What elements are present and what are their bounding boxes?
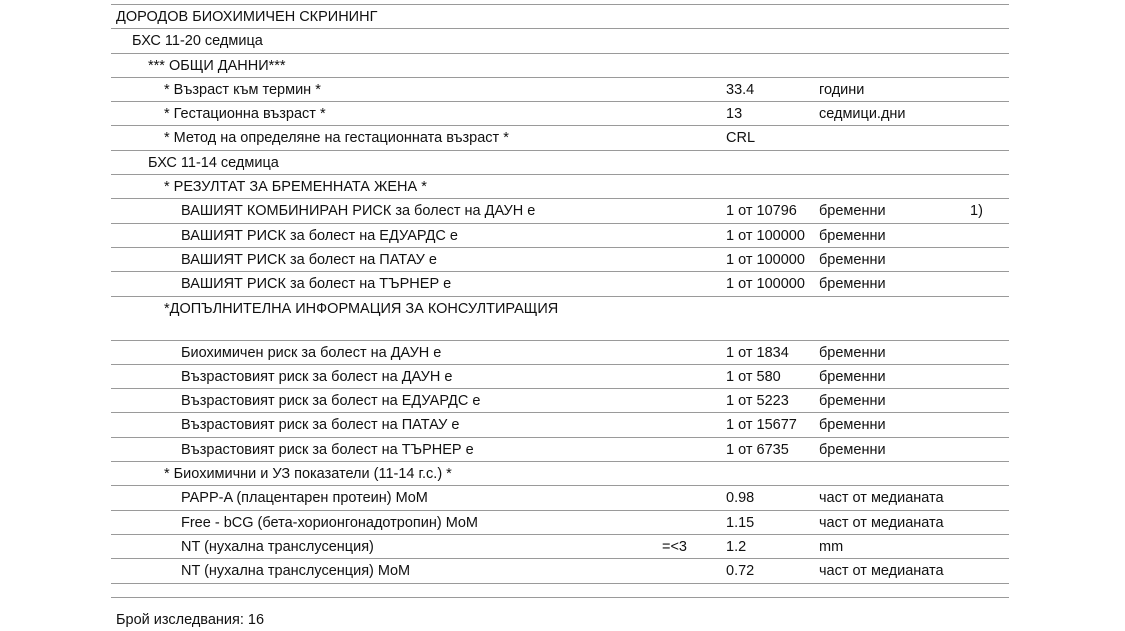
risk-row	[111, 199, 1009, 223]
report-title-row	[111, 5, 1009, 29]
row-value: 1.15	[726, 514, 755, 531]
marker-row	[111, 535, 1009, 559]
row-value: 1 от 100000	[726, 227, 805, 244]
row-unit: бременни	[819, 368, 886, 385]
reference-range: =<3	[662, 538, 687, 555]
marker-row	[111, 486, 1009, 510]
row-value: 33.4	[726, 81, 755, 98]
data-row	[111, 78, 1009, 102]
row-label: NT (нухална транслусенция) MoM	[181, 563, 411, 580]
section-title: * РЕЗУЛТАТ ЗА БРЕМЕННАТА ЖЕНА *	[164, 179, 427, 196]
row-unit: бременни	[819, 276, 886, 293]
row-value: 1 от 100000	[726, 276, 805, 293]
screening-report	[111, 0, 1009, 598]
risk-row	[111, 365, 1009, 389]
row-label: Възрастовият риск за болест на ТЪРНЕР е	[181, 441, 474, 458]
row-label: Възрастовият риск за болест на ЕДУАРДС е	[181, 393, 481, 410]
exam-count: Брой изследвания: 16	[116, 612, 265, 628]
row-label: ВАШИЯТ РИСК за болест на ТЪРНЕР е	[181, 276, 452, 293]
row-unit: бременни	[819, 441, 886, 458]
section-row	[111, 54, 1009, 78]
section-row	[111, 151, 1009, 175]
row-value: 1.2	[726, 538, 747, 555]
spacer-row	[111, 584, 1009, 598]
row-value: 1 от 10796	[726, 203, 797, 220]
row-label: Free - bCG (бета-хорионгонадотропин) MoM	[181, 514, 478, 531]
risk-row	[111, 272, 1009, 296]
section-title: БХС 11-14 седмица	[148, 154, 279, 171]
row-unit: част от медианата	[819, 490, 944, 507]
footnote-marker: 1)	[970, 203, 983, 220]
risk-row	[111, 413, 1009, 437]
marker-row	[111, 511, 1009, 535]
row-value: 0.98	[726, 490, 755, 507]
risk-row	[111, 341, 1009, 365]
row-value: 1 от 15677	[726, 417, 797, 434]
row-unit: бременни	[819, 344, 886, 361]
row-unit: бременни	[819, 393, 886, 410]
row-value: CRL	[726, 130, 756, 147]
risk-row	[111, 224, 1009, 248]
risk-row	[111, 389, 1009, 413]
data-row	[111, 102, 1009, 126]
report-title: ДОРОДОВ БИОХИМИЧЕН СКРИНИНГ	[116, 9, 378, 25]
section-title: *ДОПЪЛНИТЕЛНА ИНФОРМАЦИЯ ЗА КОНСУЛТИРАЩИЯ	[164, 300, 559, 317]
row-label: ВАШИЯТ РИСК за болест на ПАТАУ е	[181, 251, 437, 268]
row-unit: част от медианата	[819, 514, 944, 531]
section-row	[111, 297, 1009, 341]
data-row	[111, 126, 1009, 150]
row-label: PAPP-A (плацентарен протеин) MoM	[181, 490, 428, 507]
row-value: 1 от 5223	[726, 393, 789, 410]
row-label: Биохимичен риск за болест на ДАУН е	[181, 344, 442, 361]
row-value: 13	[726, 106, 743, 123]
row-label: ВАШИЯТ КОМБИНИРАН РИСК за болест на ДАУН е	[181, 203, 536, 220]
risk-row	[111, 248, 1009, 272]
row-unit: част от медианата	[819, 563, 944, 580]
row-label: * Възраст към термин *	[164, 81, 321, 98]
row-unit: години	[819, 81, 865, 98]
row-label: * Метод на определяне на гестационната възраст *	[164, 130, 509, 147]
row-value: 0.72	[726, 563, 755, 580]
row-unit: mm	[819, 538, 844, 555]
section-title: *** ОБЩИ ДАННИ***	[148, 57, 286, 74]
section-title: * Биохимични и УЗ показатели (11-14 г.с.) *	[164, 466, 452, 483]
section-row	[111, 462, 1009, 486]
row-value: 1 от 1834	[726, 344, 789, 361]
section-row	[111, 175, 1009, 199]
row-label: NT (нухална транслусенция)	[181, 538, 374, 555]
row-label: Възрастовият риск за болест на ПАТАУ е	[181, 417, 460, 434]
row-value: 1 от 6735	[726, 441, 789, 458]
row-unit: бременни	[819, 227, 886, 244]
row-unit: бременни	[819, 251, 886, 268]
section-row	[111, 29, 1009, 53]
row-unit: седмици.дни	[819, 106, 906, 123]
row-value: 1 от 580	[726, 368, 781, 385]
row-label: Възрастовият риск за болест на ДАУН е	[181, 368, 453, 385]
row-label: * Гестационна възраст *	[164, 106, 326, 123]
row-label: ВАШИЯТ РИСК за болест на ЕДУАРДС е	[181, 227, 458, 244]
section-title: БХС 11-20 седмица	[132, 33, 263, 50]
row-unit: бременни	[819, 203, 886, 220]
row-value: 1 от 100000	[726, 251, 805, 268]
marker-row	[111, 559, 1009, 583]
row-unit: бременни	[819, 417, 886, 434]
risk-row	[111, 438, 1009, 462]
